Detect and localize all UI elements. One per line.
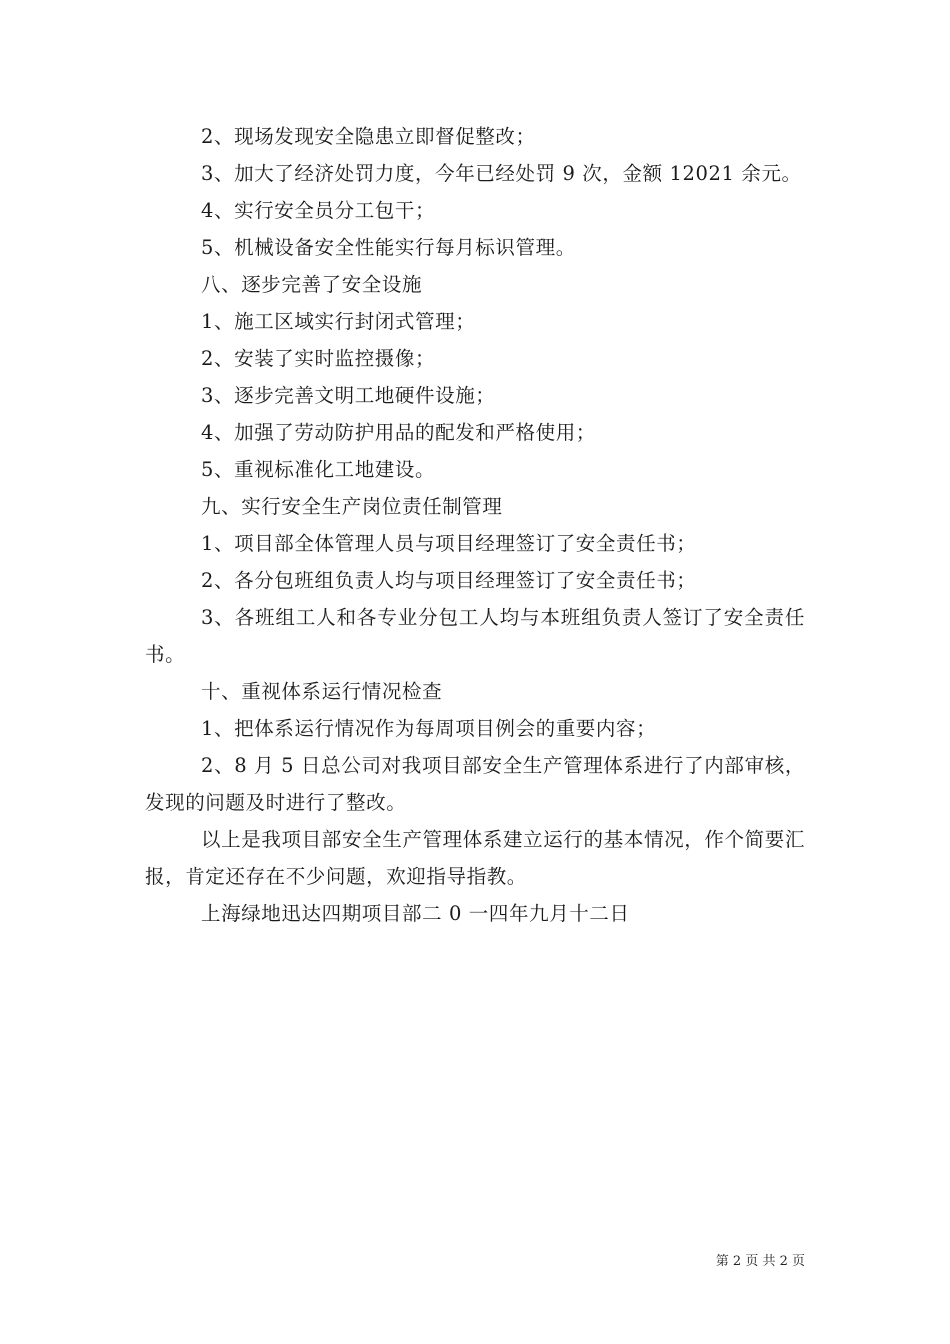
paragraph: 1、把体系运行情况作为每周项目例会的重要内容；: [201, 717, 657, 740]
paragraph: 1、项目部全体管理人员与项目经理签订了安全责任书；: [201, 532, 697, 555]
paragraph: 5、重视标准化工地建设。: [201, 458, 436, 481]
paragraph: 2、各分包班组负责人均与项目经理签订了安全责任书；: [201, 569, 697, 592]
paragraph: 1、施工区域实行封闭式管理；: [201, 310, 476, 333]
page-number: 第 2 页 共 2 页: [715, 1254, 805, 1269]
document-body: [145, 118, 805, 932]
paragraph: 5、机械设备安全性能实行每月标识管理。: [201, 236, 576, 259]
section-heading: 十、重视体系运行情况检查: [201, 680, 443, 703]
paragraph: 4、加强了劳动防护用品的配发和严格使用；: [201, 421, 596, 444]
paragraph: 2、安装了实时监控摄像；: [201, 347, 436, 370]
paragraph: 2、8 月 5 日总公司对我项目部安全生产管理体系进行了内部审核，发现的问题及时进行了整改。: [145, 754, 805, 814]
section-heading: 九、实行安全生产岗位责任制管理: [201, 495, 503, 518]
paragraph: 3、加大了经济处罚力度，今年已经处罚 9 次，金额 12021 余元。: [201, 162, 802, 185]
paragraph: 以上是我项目部安全生产管理体系建立运行的基本情况，作个简要汇报，肯定还存在不少问题，欢迎指导指教。: [145, 828, 805, 888]
paragraph: 4、实行安全员分工包干；: [201, 199, 436, 222]
signature-line: 上海绿地迅达四期项目部二 0 一四年九月十二日: [201, 902, 630, 925]
paragraph: 2、现场发现安全隐患立即督促整改；: [201, 125, 536, 148]
paragraph: 3、逐步完善文明工地硬件设施；: [201, 384, 496, 407]
paragraph: 3、各班组工人和各专业分包工人均与本班组负责人签订了安全责任书。: [145, 606, 805, 666]
section-heading: 八、逐步完善了安全设施: [201, 273, 423, 296]
